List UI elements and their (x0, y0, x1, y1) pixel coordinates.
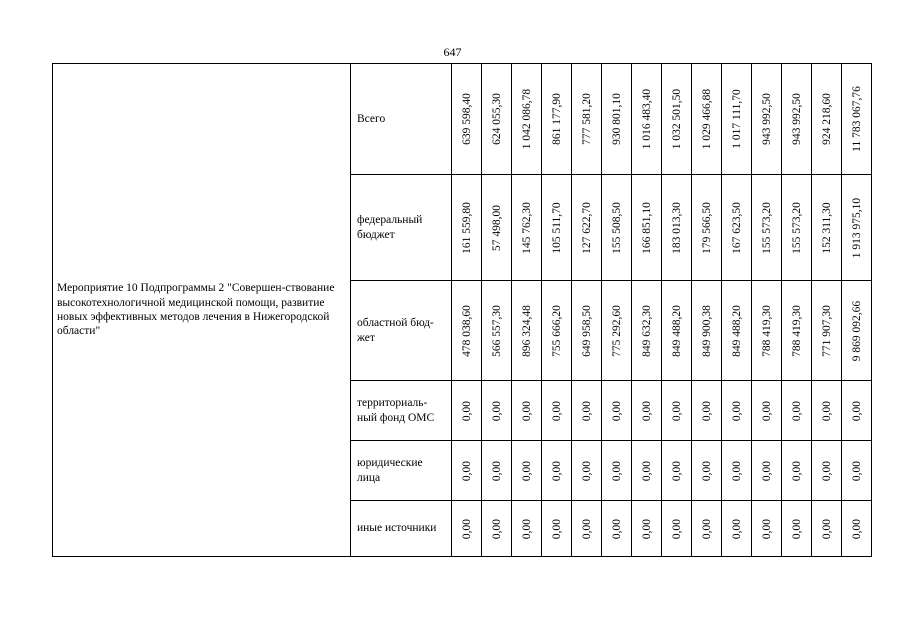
value-text: 1 032 501,50 (670, 88, 683, 150)
value-text: 849 488,20 (730, 304, 743, 357)
funding-source: юридические лица (351, 441, 452, 501)
value-cell (632, 64, 662, 175)
value-text: 183 013,30 (670, 201, 683, 254)
value-text: 861 177,90 (550, 93, 563, 145)
value-cell (812, 381, 842, 441)
value-text: 57 498,00 (490, 204, 503, 251)
value-text: 0,00 (700, 460, 713, 481)
value-cell (542, 175, 572, 281)
value-cell (782, 501, 812, 557)
value-text: 167 623,50 (730, 201, 743, 254)
value-text: 0,00 (490, 460, 503, 481)
value-text: 0,00 (850, 460, 863, 481)
value-text: 771 907,30 (820, 304, 833, 357)
value-cell (722, 441, 752, 501)
value-cell (722, 64, 752, 175)
value-cell (572, 64, 602, 175)
value-text: 161 559,80 (460, 201, 473, 254)
value-cell (602, 381, 632, 441)
value-text: 930 801,10 (610, 93, 623, 145)
value-cell (752, 281, 782, 381)
value-text: 896 324,48 (520, 304, 533, 357)
funding-table (52, 63, 872, 557)
value-cell (662, 175, 692, 281)
value-text: 0,00 (730, 518, 743, 539)
value-text: 155 573,20 (760, 201, 773, 254)
funding-source: территориаль-ный фонд ОМС (351, 381, 452, 441)
value-cell (692, 175, 722, 281)
value-text: 924 218,60 (820, 93, 833, 145)
funding-source: областной бюд-жет (351, 281, 452, 381)
value-cell (752, 501, 782, 557)
value-text: 0,00 (610, 460, 623, 481)
value-text: 179 566,50 (700, 201, 713, 254)
value-cell (662, 64, 692, 175)
value-text: 0,00 (850, 400, 863, 421)
value-cell (662, 441, 692, 501)
value-text: 0,00 (640, 400, 653, 421)
value-cell (602, 281, 632, 381)
value-text: 0,00 (550, 400, 563, 421)
value-text: 1 017 111,70 (730, 89, 743, 149)
value-cell (602, 441, 632, 501)
value-cell (482, 175, 512, 281)
value-cell (812, 64, 842, 175)
funding-source: Всего (351, 64, 452, 175)
value-text: 105 511,70 (550, 201, 563, 254)
value-text: 649 958,50 (580, 304, 593, 357)
value-cell (572, 281, 602, 381)
value-cell (812, 281, 842, 381)
value-cell (452, 175, 482, 281)
value-text: 0,00 (790, 518, 803, 539)
value-text: 566 557,30 (490, 304, 503, 357)
value-cell (752, 441, 782, 501)
value-cell (752, 175, 782, 281)
value-text: 0,00 (610, 518, 623, 539)
value-text: 0,00 (460, 400, 473, 421)
value-text: 1 029 466,88 (700, 88, 713, 150)
value-cell (482, 501, 512, 557)
table-row (53, 64, 872, 175)
value-text: 639 598,40 (460, 93, 473, 145)
value-text: 0,00 (730, 460, 743, 481)
value-cell (692, 64, 722, 175)
value-text: 0,00 (670, 460, 683, 481)
funding-source: иные источники (351, 501, 452, 557)
value-text: 0,00 (580, 518, 593, 539)
value-cell (632, 441, 662, 501)
value-text: 155 573,20 (790, 201, 803, 254)
value-text: 0,00 (550, 518, 563, 539)
measure-name: Мероприятие 10 Подпрограммы 2 "Совершен-ствование высокотехнологичной медицинской помощи, развитие новых эффективных методов лечения в Нижегородской области" (53, 64, 351, 557)
value-cell (692, 501, 722, 557)
value-cell (452, 64, 482, 175)
value-cell (752, 381, 782, 441)
value-text: 0,00 (610, 400, 623, 421)
value-cell (842, 381, 872, 441)
page-number: 647 (443, 45, 462, 59)
value-cell (692, 281, 722, 381)
value-text: 0,00 (640, 518, 653, 539)
value-text: 755 666,20 (550, 304, 563, 357)
value-cell (722, 501, 752, 557)
value-text: 0,00 (700, 518, 713, 539)
value-cell (782, 441, 812, 501)
value-text: 145 762,30 (520, 201, 533, 254)
value-cell (782, 64, 812, 175)
value-text: 0,00 (490, 400, 503, 421)
value-cell (542, 381, 572, 441)
value-cell (482, 381, 512, 441)
value-text: 0,00 (520, 400, 533, 421)
value-cell (542, 64, 572, 175)
value-cell (812, 441, 842, 501)
value-text: 943 992,50 (760, 93, 773, 145)
value-text: 0,00 (670, 400, 683, 421)
value-cell (842, 64, 872, 175)
value-text: 0,00 (730, 400, 743, 421)
value-cell (812, 175, 842, 281)
value-text: 127 622,70 (580, 201, 593, 254)
value-text: 1 913 975,10 (850, 197, 863, 258)
funding-table-body (53, 64, 872, 557)
value-text: 849 488,20 (670, 304, 683, 357)
value-text: 0,00 (520, 460, 533, 481)
value-text: 0,00 (580, 460, 593, 481)
value-cell (662, 501, 692, 557)
value-text: 152 311,30 (820, 201, 833, 254)
value-text: 9 869 092,66 (850, 300, 863, 361)
value-text: 0,00 (640, 460, 653, 481)
value-text: 0,00 (820, 460, 833, 481)
value-cell (782, 175, 812, 281)
value-cell (512, 501, 542, 557)
value-text: 0,00 (700, 400, 713, 421)
value-cell (602, 501, 632, 557)
value-text: 943 992,50 (790, 93, 803, 145)
value-text: 0,00 (760, 460, 773, 481)
value-cell (812, 501, 842, 557)
value-text: 0,00 (850, 518, 863, 539)
value-cell (482, 64, 512, 175)
value-text: 849 900,38 (700, 304, 713, 357)
value-cell (572, 381, 602, 441)
value-cell (842, 501, 872, 557)
value-text: 775 292,60 (610, 304, 623, 357)
value-cell (752, 64, 782, 175)
value-cell (632, 381, 662, 441)
value-cell (632, 175, 662, 281)
value-text: 0,00 (460, 518, 473, 539)
value-cell (572, 441, 602, 501)
value-cell (512, 64, 542, 175)
value-text: 0,00 (820, 518, 833, 539)
value-text: 624 055,30 (490, 93, 503, 145)
value-cell (482, 441, 512, 501)
value-cell (452, 381, 482, 441)
value-text: 0,00 (580, 400, 593, 421)
value-cell (512, 381, 542, 441)
value-cell (632, 501, 662, 557)
value-cell (632, 281, 662, 381)
value-text: 849 632,30 (640, 304, 653, 357)
value-cell (842, 441, 872, 501)
value-text: 11 783 067,76 (850, 86, 863, 152)
value-cell (602, 64, 632, 175)
value-cell (452, 501, 482, 557)
value-text: 155 508,50 (610, 201, 623, 254)
value-text: 0,00 (820, 400, 833, 421)
value-cell (662, 381, 692, 441)
value-text: 0,00 (520, 518, 533, 539)
value-text: 0,00 (790, 460, 803, 481)
value-text: 0,00 (670, 518, 683, 539)
value-cell (782, 381, 812, 441)
value-text: 1 042 086,78 (520, 88, 533, 150)
value-cell (482, 281, 512, 381)
value-cell (842, 175, 872, 281)
value-text: 0,00 (460, 460, 473, 481)
value-text: 0,00 (490, 518, 503, 539)
value-cell (722, 175, 752, 281)
value-cell (452, 441, 482, 501)
funding-source: федеральный бюджет (351, 175, 452, 281)
value-text: 0,00 (790, 400, 803, 421)
value-cell (542, 501, 572, 557)
value-text: 0,00 (550, 460, 563, 481)
value-cell (722, 381, 752, 441)
value-cell (602, 175, 632, 281)
value-text: 1 016 483,40 (640, 88, 653, 150)
value-cell (572, 501, 602, 557)
value-cell (512, 281, 542, 381)
value-cell (722, 281, 752, 381)
value-cell (572, 175, 602, 281)
value-text: 788 419,30 (760, 304, 773, 357)
value-text: 166 851,10 (640, 201, 653, 254)
value-cell (662, 281, 692, 381)
value-text: 777 581,20 (580, 93, 593, 145)
value-text: 478 038,60 (460, 304, 473, 357)
value-text: 788 419,30 (790, 304, 803, 357)
value-text: 0,00 (760, 518, 773, 539)
value-cell (692, 381, 722, 441)
value-cell (452, 281, 482, 381)
value-cell (512, 175, 542, 281)
value-cell (692, 441, 722, 501)
value-cell (542, 281, 572, 381)
value-cell (512, 441, 542, 501)
value-cell (842, 281, 872, 381)
value-text: 0,00 (760, 400, 773, 421)
value-cell (782, 281, 812, 381)
value-cell (542, 441, 572, 501)
